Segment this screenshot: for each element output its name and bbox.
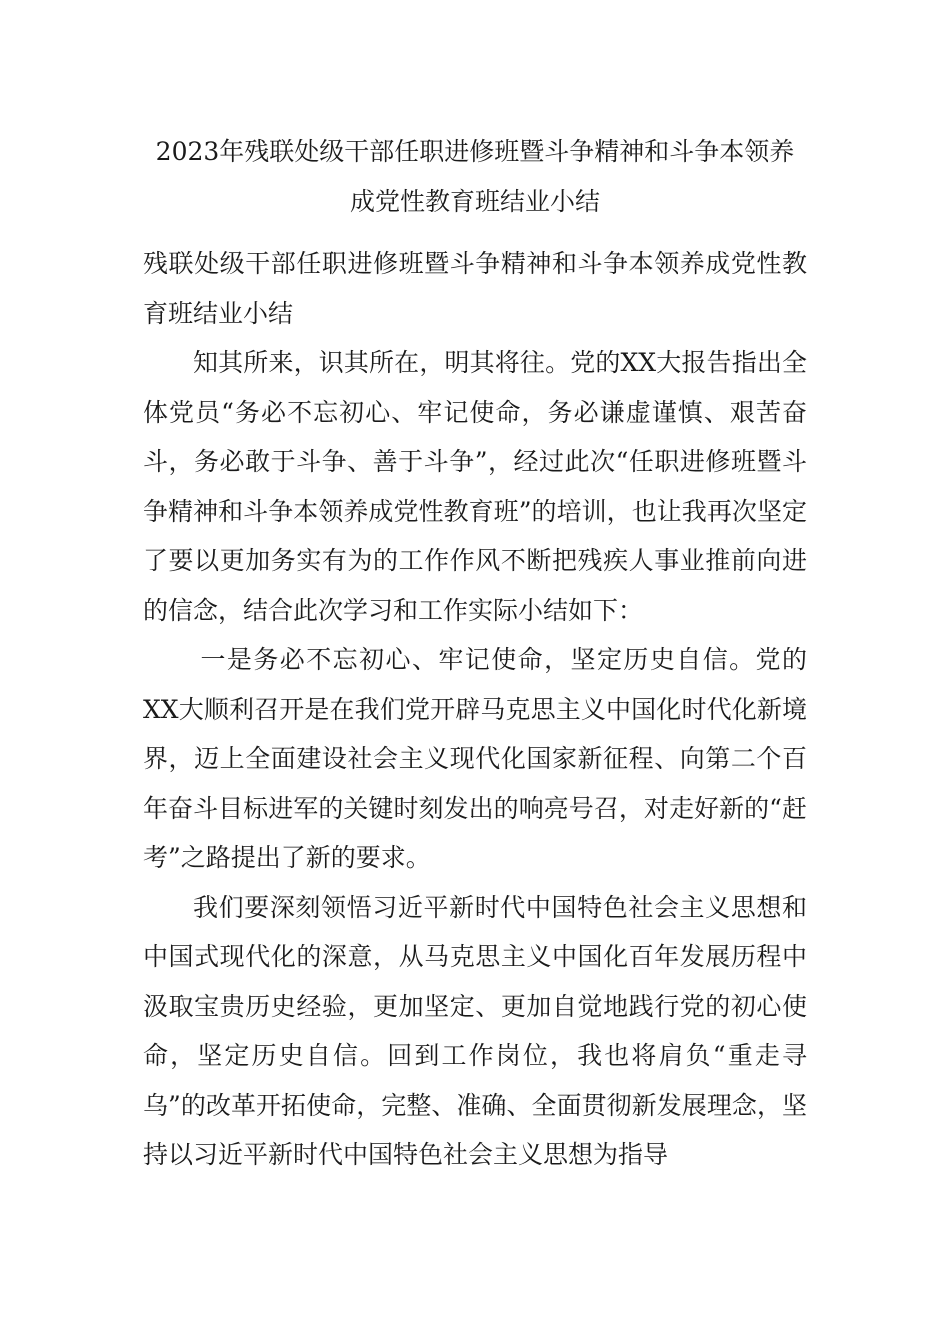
document-subtitle: 残联处级干部任职进修班暨斗争精神和斗争本领养成党性教育班结业小结 xyxy=(143,249,807,328)
paragraph: 我们要深刻领悟习近平新时代中国特色社会主义思想和中国式现代化的深意，从马克思主义中国化百年发展历程中汲取宝贵历史经验，更加坚定、更加自觉地践行党的初心使命，坚定历史自信。回到工作岗位，我也将肩负“重走寻乌”的改革开拓使命，完整、准确、全面贯彻新发展理念，坚持以习近平新时代中国特色社会主义思想为指导 xyxy=(143,892,807,1169)
paragraph: 知其所来，识其所在，明其将往。党的XX大报告指出全体党员“务必不忘初心、牢记使命，务必谦虚谨慎、艰苦奋斗，务必敢于斗争、善于斗争”，经过此次“任职进修班暨斗争精神和斗争本领养成党性教育班”的培训，也让我再次坚定了要以更加务实有为的工作作风不断把残疾人事业推前向进的信念，结合此次学习和工作实际小结如下： xyxy=(143,348,807,625)
paragraph: 一是务必不忘初心、牢记使命，坚定历史自信。党的XX大顺利召开是在我们党开辟马克思主义中国化时代化新境界，迈上全面建设社会主义现代化国家新征程、向第二个百年奋斗目标进军的关键时刻发出的响亮号召，对走好新的“赶考”之路提出了新的要求。 xyxy=(143,645,807,872)
document-title-line-1: 2023年残联处级干部任职进修班暨斗争精神和斗争本领养 xyxy=(155,137,795,166)
document-title-line-2: 成党性教育班结业小结 xyxy=(349,187,600,216)
document-body xyxy=(143,239,807,1180)
